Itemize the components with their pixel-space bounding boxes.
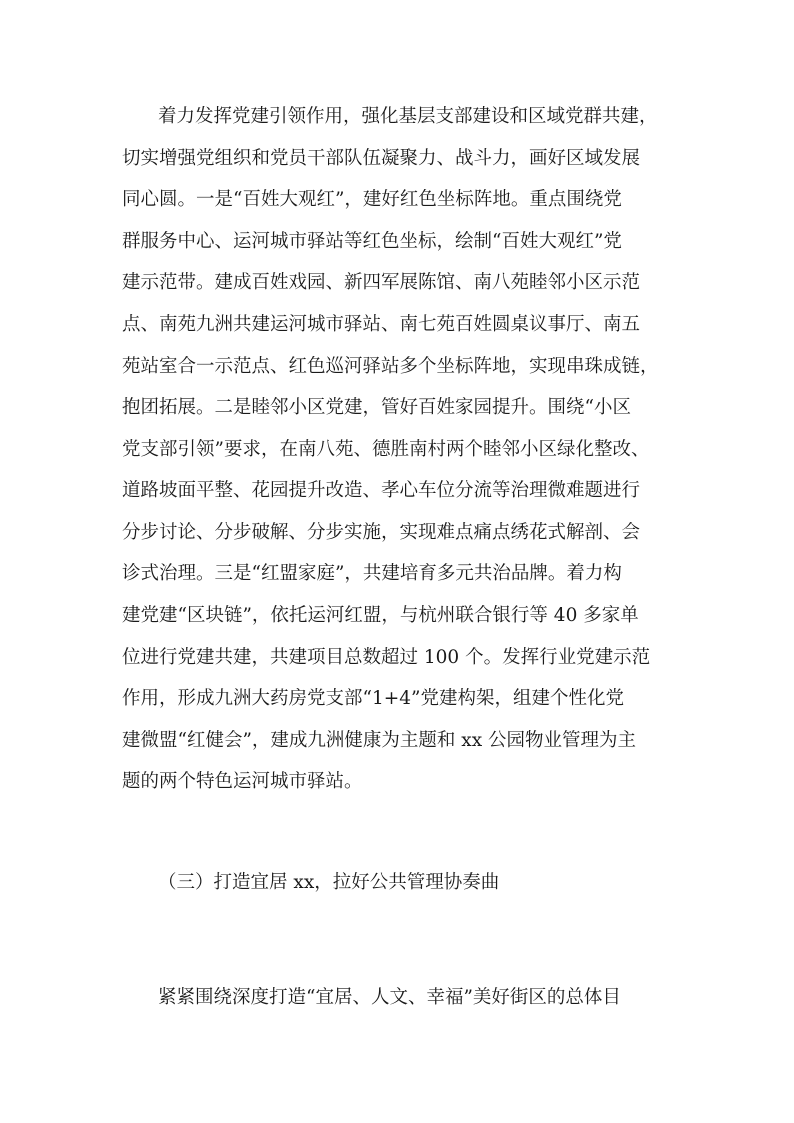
paragraph-line: 点、南苑九洲共建运河城市驿站、南七苑百姓圆桌议事厅、南五 [122,314,641,335]
paragraph-line: 诊式治理。三是“红盟家庭”，共建培育多元共治品牌。着力构 [122,563,622,584]
paragraph-line: 道路坡面平整、花园提升改造、孝心车位分流等治理微难题进行 [122,480,641,501]
paragraph-line: 位进行党建共建，共建项目总数超过 100 个。发挥行业党建示范 [122,647,651,668]
paragraph-line: 群服务中心、运河城市驿站等红色坐标，绘制“百姓大观红”党 [122,231,622,252]
paragraph-line: 题的两个特色运河城市驿站。 [122,771,363,792]
paragraph-line: 抱团拓展。二是睦邻小区党建，管好百姓家园提升。围绕“小区 [122,397,631,418]
paragraph-line: 建示范带。建成百姓戏园、新四军展陈馆、南八苑睦邻小区示范 [122,272,641,293]
section-heading: （三）打造宜居 xx，拉好公共管理协奏曲 [158,872,500,893]
paragraph-line: 作用，形成九洲大药房党支部“1+4”党建构架，组建个性化党 [122,688,624,709]
paragraph-line: 同心圆。一是“百姓大观红”，建好红色坐标阵地。重点围绕党 [122,189,622,210]
paragraph-line: 建微盟“红健会”，建成九洲健康为主题和 xx 公园物业管理为主 [122,730,637,751]
paragraph-line: 切实增强党组织和党员干部队伍凝聚力、战斗力，画好区域发展 [122,148,641,169]
paragraph-line: 苑站室合一示范点、红色巡河驿站多个坐标阵地，实现串珠成链， [122,356,659,377]
paragraph-line: 建党建“区块链”，依托运河红盟，与杭州联合银行等 40 多家单 [122,605,639,626]
paragraph-line: 紧紧围绕深度打造“宜居、人文、幸福”美好街区的总体目 [158,987,621,1008]
paragraph-line: 分步讨论、分步破解、分步实施，实现难点痛点绣花式解剖、会 [122,522,641,543]
paragraph-line: 着力发挥党建引领作用，强化基层支部建设和区域党群共建， [158,106,658,127]
paragraph-line: 党支部引领”要求，在南八苑、德胜南村两个睦邻小区绿化整改、 [122,439,650,460]
